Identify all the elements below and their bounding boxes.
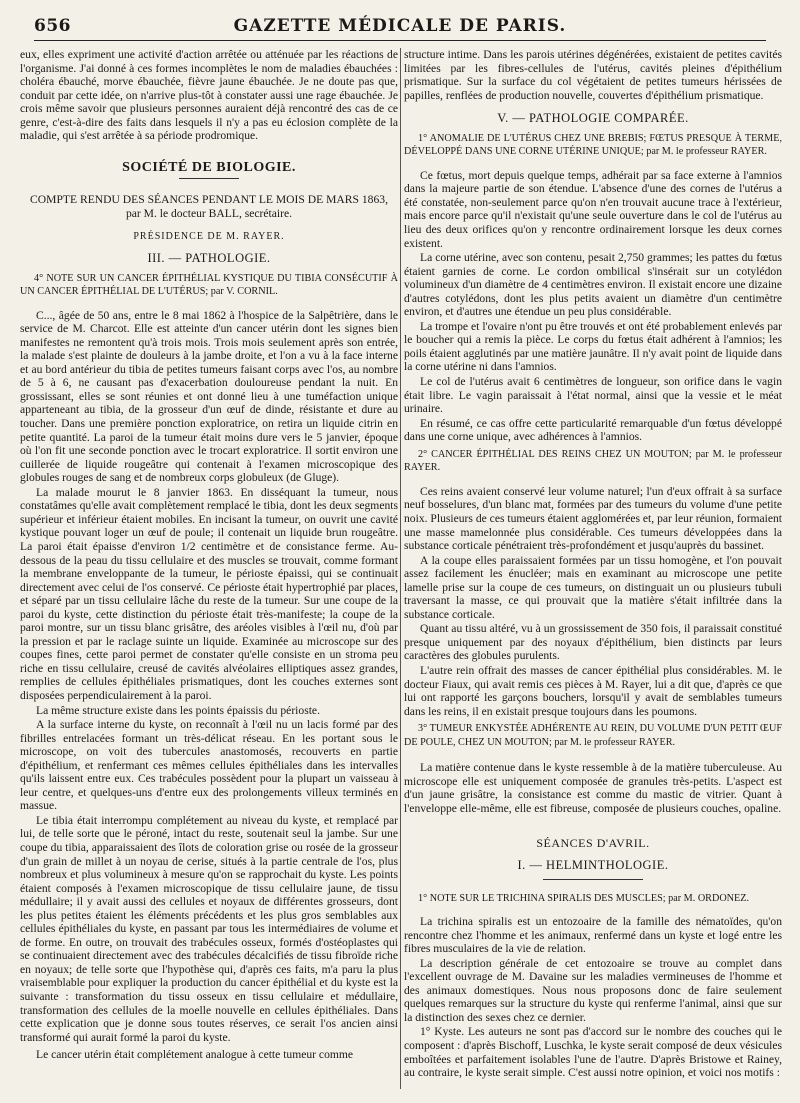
body-paragraph: Le col de l'utérus avait 6 centimètres de longueur, son orifice dans le vagin était libre. Le vagin paraissait à l'état normal, ainsi que la vessie et le méat urinaire. bbox=[404, 375, 782, 416]
society-heading: SOCIÉTÉ DE BIOLOGIE. bbox=[122, 159, 296, 175]
section-pathologie-comparee: V. — PATHOLOGIE COMPARÉE. bbox=[497, 111, 689, 126]
note-title-cornil: 4° NOTE SUR UN CANCER ÉPITHÉLIAL KYSTIQUE DU TIBIA CONSÉCUTIF À UN CANCER ÉPITHÉLIAL DE L'UTÉRUS; par V. CORNIL. bbox=[20, 272, 398, 298]
body-paragraph: Le tibia était interrompu complétement au niveau du kyste, et remplacé par lui, de telle sorte que le péroné, intact du reste, soutenait seul la jambe. Sur une coupe du tibia, apparaissaient des îlots de coloration grise ou rosée de la grosseur d'un grain de millet à un noyau de cerise, situés à la partie centrale de l'os, plus nombreux et plus volumineux à mesure qu'on se rapprochait du kyste. Les points étaient composés à l'examen microscopique de tissu cellulaire jaune, de tissu médullaire; il y avait aussi des cellules et noyaux de différentes grosseurs, dont les plus petites étaient les éléments précédents et les plus gros semblables aux cellules épithéliales du kyste, en passant par tous les intermédiaires de volume et de forme. En outre, on trouvait des trabécules osseux, formés d'ostéoplastes qui se continuaient directement avec des trabécules décalcifiés de tissu fibroïde riche en noyaux; de telle sorte que l'hypothèse qui, d'après ces faits, m'a paru la plus vraisemblable pour expliquer la production du cancer épithélial et du kyste est la suivante : transformation du tissu osseux en tissu cellulaire et médullaire, transformation des cellules de la moelle nouvelle en cellules épithéliales. Dans cette explication que je donne sous toutes réserves, ce serait l'os ancien ainsi transformé qui aurait formé la paroi du kyste. bbox=[20, 813, 398, 1044]
body-paragraph: A la surface interne du kyste, on reconnaît à l'œil nu un lacis formé par des fibrilles entrelacées formant un très-délicat réseau. En les portant sous le microscope, on voit des tubercules anastomosés, recouverts en partie d'épithélium, et renfermant ces mêmes cellules épithéliales dans les intervalles qu'ils laissent entre eux. Ces trabécules possèdent pour la plupart un vaisseau à leur centre, et quelques-uns d'entre eux des prolongements villeux terminés en massue. bbox=[20, 718, 398, 813]
body-paragraph: La même structure existe dans les points épaissis du périoste. bbox=[36, 703, 320, 717]
body-paragraph: Ces reins avaient conservé leur volume naturel; l'un d'eux offrait à sa surface neuf bosselures, d'un blanc mat, formées par des tumeurs du volume d'une petite noix. Plusieurs de ces tumeurs étaient agglomérées et, par leur réunion, formaient une masse mamelonnée plus considérable. Ces tumeurs développées dans la substance corticale pénétraient très-profondément et jusqu'auprès du bassinet. bbox=[404, 484, 782, 553]
right-column bbox=[404, 48, 782, 1093]
section-pathologie: III. — PATHOLOGIE. bbox=[147, 251, 271, 266]
right-intro-paragraph: structure intime. Dans les parois utérines dégénérées, existaient de petites cavités limitées par les fibres-cellules de l'utérus, cavités pleines d'épithélium prismatique. Sur la surface du col végétaient de petites tumeurs hérissées de papilles, renflées de production nouvelle, couvertes d'épithélium prismatique. bbox=[404, 48, 782, 102]
seances-heading: SÉANCES D'AVRIL. bbox=[536, 836, 650, 851]
society-rule bbox=[179, 178, 239, 179]
body-paragraph: C..., âgée de 50 ans, entre le 8 mai 1862 à l'hospice de la Salpêtrière, dans le service de M. Charcot. Elle est atteinte d'un cancer utérin dont les signes bien manifestes ne remontent qu'à trois mois. Trois mois seulement après son entrée, la malade s'est plainte de douleurs à la jambe droite, et l'on a vu à la face interne et au bord antérieur du tibia de petites tumeurs faisant corps avec l'os, au nombre de 5 à 6, ne causant pas d'exacerbation douloureuse pendant la nuit. En grossissant, elles se sont réunies et ont donné lieu à une tuméfaction unique apparteneant au tibia, de la grosseur d'un œuf de dinde, résistante et dure au toucher. Dans une première ponction exploratrice, on retira un liquide citrin en petite quantité. La paroi de la tumeur était moins dure vers le 5 janvier, époque où l'on fit une seconde ponction avec le trocart exploratrice. Il sortit environ une cuillerée de liquide rougeâtre qui contenait à l'examen microscopique des globules rouges de sang et de nombreux corps globuleux (de Gluge). bbox=[20, 308, 398, 485]
note-title-brebis: 1° ANOMALIE DE L'UTÉRUS CHEZ UNE BREBIS; FŒTUS PRESQUE À TERME, DÉVELOPPÉ DANS UNE CORNE UTÉRINE UNIQUE; par M. le professeur RAYER. bbox=[404, 132, 782, 158]
note-title-trichina: 1° NOTE SUR LE TRICHINA SPIRALIS DES MUSCLES; par M. ORDONEZ. bbox=[418, 892, 750, 904]
body-paragraph: Quant au tissu altéré, vu à un grossissement de 350 fois, il paraissait constitué presque uniquement par des noyaux d'épithélium, bien distincts par leurs caractères des globules purulents. bbox=[404, 622, 782, 663]
section-helminthologie: I. — HELMINTHOLOGIE. bbox=[517, 857, 669, 872]
page-number: 656 bbox=[34, 16, 71, 36]
body-paragraph: La corne utérine, avec son contenu, pesait 2,750 grammes; les pattes du fœtus étaient garnies de corne. Le cordon ombilical s'insérait sur un cotylédon volumineux d'un diamètre de 4 centimètres environ. Il existait encore une dizaine d'autres cotylédons, dont les plus petits avaient un diamètre d'un centimètre environ, et d'autres une étendue un peu plus considérable. bbox=[404, 251, 782, 319]
section-rule bbox=[543, 879, 643, 880]
body-paragraph: La description générale de cet entozoaire se trouve au complet dans l'excellent ouvrage de M. Davaine sur les maladies vermineuses de l'homme et des animaux domestiques. Nous nous proposons donc de faire seulement quelques remarques sur la structure du kyste qui renferme l'animal, ainsi que sur la distinction des sexes chez ce dernier. bbox=[404, 956, 782, 1024]
note-title-reins: 2° CANCER ÉPITHÉLIAL DES REINS CHEZ UN MOUTON; par M. le professeur RAYER. bbox=[404, 448, 782, 474]
page-header bbox=[34, 14, 766, 41]
body-paragraph: La matière contenue dans le kyste ressemble à de la matière tuberculeuse. Au microscope elle est uniquement composée de granules très-petits. L'aspect est d'un jaune grisâtre, la consistance est comme du mastic de vitrier. Quant à l'enveloppe elle-même, elle est fibreuse, composée de plusieurs couches, opaline. bbox=[404, 761, 782, 815]
body-paragraph: A la coupe elles paraissaient formées par un tissu homogène, et l'on pouvait assez facilement les énucléer; mais en examinant au microscope une petite lamelle prise sur la coupe de ces tumeurs, on distinguait un ou plusieurs tubuli traversant la masse, ce qui prouvait que la matière s'était infiltrée dans la substance corticale. bbox=[404, 553, 782, 621]
column-divider bbox=[400, 48, 401, 1089]
body-paragraph: La trompe et l'ovaire n'ont pu être trouvés et ont été probablement enlevés par le boucher qui a remis la pièce. Le corps du fœtus était adhérent à l'amnios; les poils étaient agglutinés par une matière jaunâtre. Il n'y avait point de liquide dans la corne utérine ni dans l'amnios. bbox=[404, 319, 782, 374]
body-paragraph: La malade mourut le 8 janvier 1863. En disséquant la tumeur, nous constatâmes qu'elle avait complètement remplacé le tibia, dont les deux segments supérieur et inférieur étaient mobiles. En incisant la tumeur, on ouvrit une cavité kystique pouvant loger un œuf de poule; il contenait un liquide brun rougeâtre. La paroi était épaisse d'environ 1/2 centimètre et de consistance ferme. Au-dessous de la peau du tissu cellulaire et des muscles se trouvait, comme formant la membrane enveloppante de la tumeur, le périoste épaissi, qui se continuait directement avec celui de l'os conservé. Ce périoste était hypertrophié par places, et séparé par un tissu cellulaire lâche du reste de la tumeur. Sur une coupe de la paroi du kyste, cette distinction du périoste était très-manifeste; la coupe de la paroi montre, sur un tissu blanc grisâtre, des aréoles visibles à l'œil nu, d'où par la pression et par le raclage suinte un liquide. Examinée au microscope sur des coupes fines, cette paroi permet de constater qu'elle consiste en un stroma peu riche en tissu cellulaire, creusé de cavités alvéolaires elliptiques assez grandes, remplies de cellules épithéliales prismatiques, dont les couches externes sont disposées perpendiculairement à la paroi. bbox=[20, 485, 398, 702]
secretary-line: par M. le docteur BALL, secrétaire. bbox=[125, 206, 293, 220]
body-paragraph: Ce fœtus, mort depuis quelque temps, adhérait par sa face externe à l'amnios dans la majeure partie de son étendue. L'absence d'une des cornes de l'utérus a été constatée, non-seulement parce qu'on n'en trouvait aucune trace à l'extérieur, mais encore parce qu'il n'existait qu'une seule ouverture dans le col de l'utérus au lieu des deux orifices qu'on y rencontre ordinairement lorsque les deux cornes existent. bbox=[404, 168, 782, 250]
left-column bbox=[20, 48, 398, 1093]
note-title-tumeur: 3° TUMEUR ENKYSTÉE ADHÉRENTE AU REIN, DU VOLUME D'UN PETIT ŒUF DE POULE, CHEZ UN MOUTON; par M. le professeur RAYER. bbox=[404, 723, 782, 748]
report-heading: COMPTE RENDU DES SÉANCES PENDANT LE MOIS DE MARS 1863, bbox=[30, 193, 388, 207]
body-paragraph: La trichina spiralis est un entozoaire de la famille des nématoïdes, qu'on rencontre chez l'homme et les animaux, renfermé dans un kyste et logé entre les fibres musculaires de la vie de relation. bbox=[404, 915, 782, 956]
presidence-line: PRÉSIDENCE DE M. RAYER. bbox=[133, 231, 285, 243]
body-paragraph: En résumé, ce cas offre cette particularité remarquable d'un fœtus développé dans une corne unique, avec adhérences à l'amnios. bbox=[404, 416, 782, 444]
body-paragraph: 1° Kyste. Les auteurs ne sont pas d'accord sur le nombre des couches qui le composent : d'après Bischoff, Luschka, le kyste serait composé de deux vésicules emboîtées et parfaitement isolables l'une de l'autre. D'après Bristowe et Rainey, au contraire, le kyste serait simple. C'est aussi notre opinion, et voici nos motifs : bbox=[404, 1025, 782, 1080]
journal-title: GAZETTE MÉDICALE DE PARIS. bbox=[233, 16, 567, 36]
body-paragraph: L'autre rein offrait des masses de cancer épithélial plus considérables. M. le docteur Fiaux, qui avait remis ces pièces à M. Rayer, lui a dit que, d'après ce que lui ont rapporté les garçons bouchers, lorsqu'il y avait de semblables tumeurs dans les reins, il en existait presque toujours dans les poumons. bbox=[404, 663, 782, 718]
body-paragraph: Le cancer utérin était complétement analogue à cette tumeur comme bbox=[36, 1048, 354, 1062]
left-intro-paragraph: eux, elles expriment une activité d'action arrêtée ou atténuée par les réactions de l'organisme. J'ai donné à ces formes incomplètes le nom de maladies ébauchées : choléra ébauché, morve ébauchée, fièvre jaune ébauchée. Je ne doute pas que, conduit par cette idée, on n'arrive plus-tôt à constater aussi une rage ébauchée. Je crois même savoir que plusieurs personnes auraient déjà rencontré des cas de ce genre, c'est-à-dire des faits dans lesquels il n'y a pas eu éclosion complète de la maladie, qui s'est arrêtée à sa période prodromique. bbox=[20, 48, 398, 143]
